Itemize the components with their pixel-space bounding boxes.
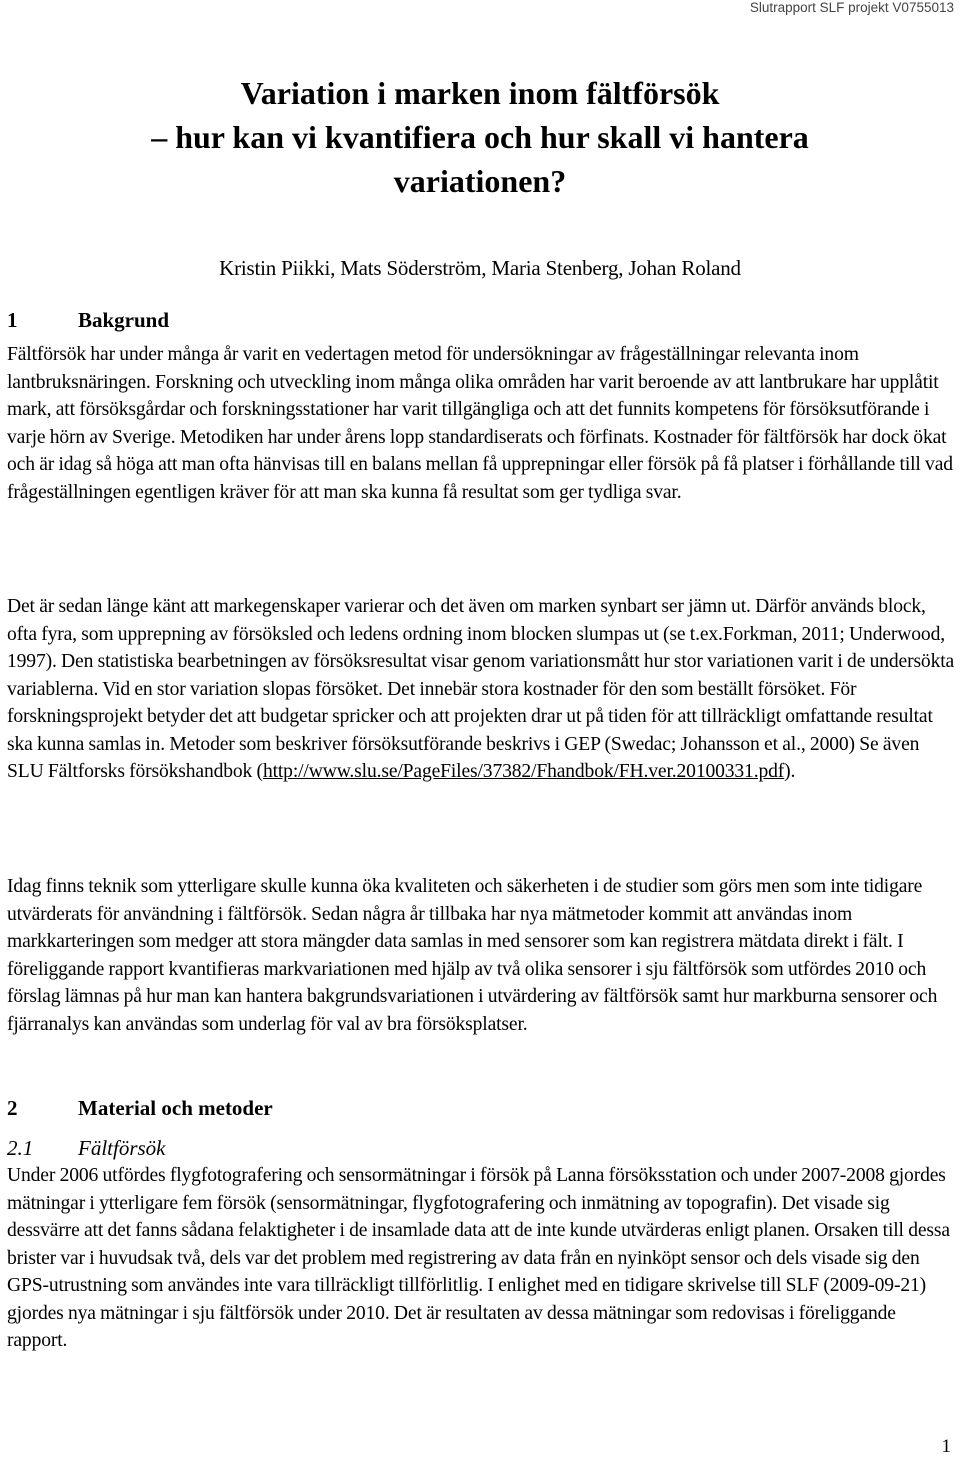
section-1-paragraph-2-end: ).: [784, 761, 796, 782]
page-number: 1: [941, 1436, 951, 1457]
section-1-paragraph-3: Idag finns teknik som ytterligare skulle kunna öka kvaliteten och säkerheten i de studier som görs men som inte tidigare utvärderats för användning i fältförsök. Sedan några år tillbaka har nya mätmetoder kommit att användas inom markkarteringen som medger att stora mängder data samlas in med sensorer som kan registrera mätdata direkt i fält. I föreliggande rapport kvantifieras markvariationen med hjälp av två olika sensorer i sju fältförsök som utfördes 2010 och förslag lämnas på hur man kan hantera bakgrundsvariationen i utvärdering av fältförsök samt hur markburna sensorer och fjärranalys kan användas som underlag för val av bra försöksplatser.: [7, 876, 938, 1035]
title-line-2: – hur kan vi kvantifiera och hur skall vi hantera: [151, 119, 809, 155]
section-2-title: Material och metoder: [78, 1096, 273, 1120]
subsection-2-1-title: Fältförsök: [78, 1136, 166, 1160]
author-list: Kristin Piikki, Mats Söderström, Maria Stenberg, Johan Roland: [219, 256, 741, 280]
section-2-heading: [7, 1094, 273, 1122]
section-1-title: Bakgrund: [78, 308, 170, 332]
section-1-number: 1: [7, 308, 18, 332]
running-header: Slutrapport SLF projekt V0755013: [749, 0, 954, 15]
document-title: [0, 71, 960, 203]
subsection-2-1-heading: [7, 1134, 166, 1162]
section-1-paragraph-2-text: Det är sedan länge känt att markegenskaper varierar och det även om marken synbart ser jämn ut. Därför används block, ofta fyra, som upprepning av försöksled och ledens ordning inom blocken slumpas ut (se t.ex.Forkman, 2011; Underwood, 1997). Den statistiska bearbetningen av försöksresultat visar genom variationsmått hur stor variationen varit i de undersökta variablerna. Vid en stor variation slopas försöket. Det innebär stora kostnader för den som beställt försöket. För forskningsprojekt betyder det att budgetar spricker och att projekten drar ut på tiden för att tillräckligt omfattande resultat ska kunna samlas in. Metoder som beskriver försöksutförande beskrivs i GEP (Swedac; Johansson et al., 2000) Se även SLU Fältforsks försökshandbok (: [7, 596, 955, 782]
handbook-link[interactable]: http://www.slu.se/PageFiles/37382/Fhandbok/FH.ver.20100331.pdf: [262, 761, 785, 782]
section-1-paragraph-2: [7, 593, 957, 786]
section-2-number: 2: [7, 1096, 18, 1120]
section-1-heading: [7, 306, 169, 334]
subsection-2-1-number: 2.1: [7, 1136, 34, 1160]
section-2-paragraph-1: Under 2006 utfördes flygfotografering och sensormätningar i försök på Lanna försöksstation och under 2007-2008 gjordes mätningar i ytterligare fem försök (sensormätningar, flygfotografering och inmätning av topografin). Det visade sig dessvärre att det fanns sådana felaktigheter i de insamlade data att de inte kunde utvärderas enligt planen. Orsaken till dessa brister var i huvudsak två, dels var det problem med registrering av data från en nyinköpt sensor och dels visade sig den GPS-utrustning som användes inte vara tillräckligt tillförlitlig. I enlighet med en tidigare skrivelse till SLF (2009-09-21) gjordes nya mätningar i sju fältförsök under 2010. Det är resultaten av dessa mätningar som redovisas i föreliggande rapport.: [7, 1165, 950, 1351]
section-1-paragraph-1: Fältförsök har under många år varit en vedertagen metod för undersökningar av frågeställningar relevanta inom lantbruksnäringen. Forskning och utveckling inom många olika områden har varit beroende av att lantbrukare har upplåtit mark, att försöksgårdar och forskningsstationer har varit tillgängliga och att det funnits kompetens för försöksutförande i varje hörn av Sverige. Metodiken har under årens lopp standardiserats och förfinats. Kostnader för fältförsök har dock ökat och är idag så höga att man ofta hänvisas till en balans mellan få upprepningar eller försök på få platser i förhållande till vad frågeställningen egentligen kräver för att man ska kunna få resultat som ger tydliga svar.: [7, 344, 953, 503]
title-line-1: Variation i marken inom fältförsök: [240, 75, 720, 111]
title-line-3: variationen?: [393, 163, 567, 199]
